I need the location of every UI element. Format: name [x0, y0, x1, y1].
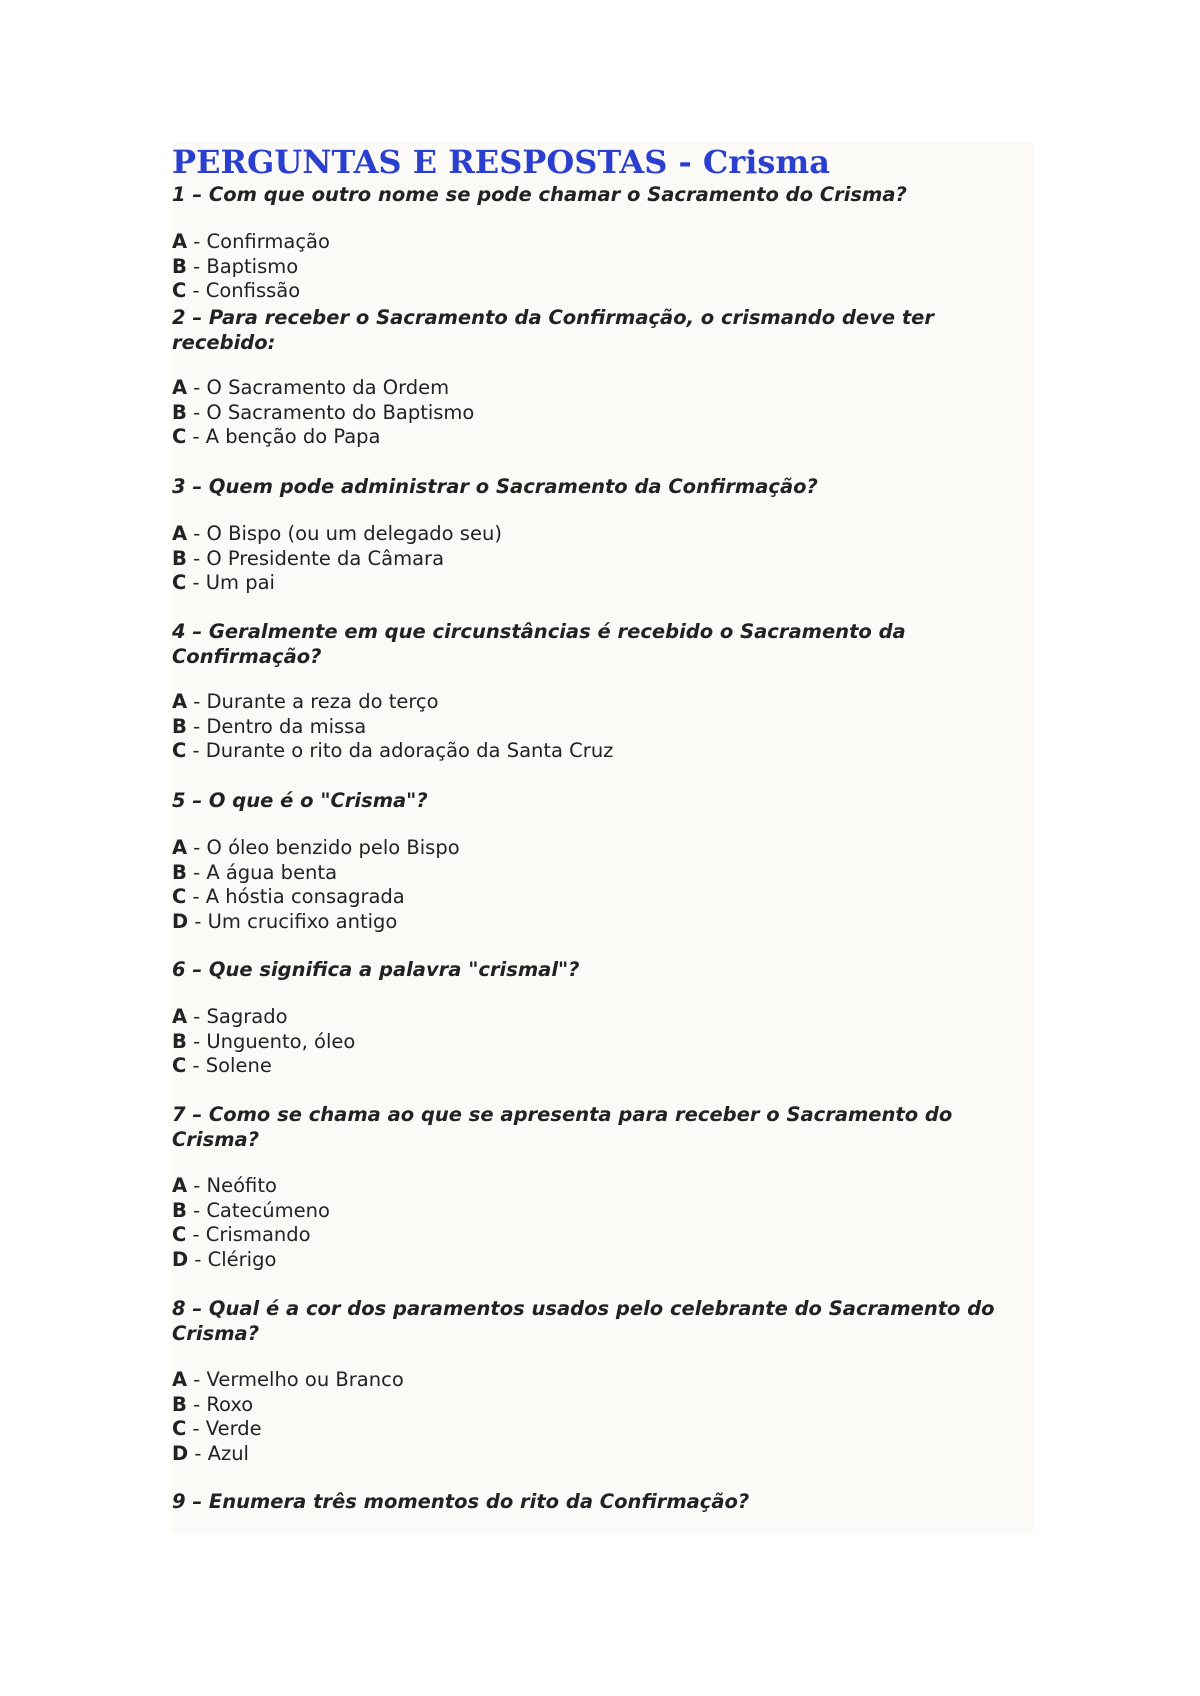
list-item: B - Unguento, óleo [172, 1029, 356, 1053]
list-item: B - A água benta [172, 860, 338, 884]
list-item: C - Verde [172, 1417, 262, 1441]
options-7 [172, 1174, 330, 1272]
list-item: A - Neófito [172, 1174, 277, 1197]
question-5: 5 – O que é o "Crisma"? [172, 789, 428, 812]
question-4: 4 – Geralmente em que circunstâncias é recebido o Sacramento da Confirmação? [172, 620, 906, 668]
list-item: C - Confissão [172, 279, 301, 303]
question-3: 3 – Quem pode administrar o Sacramento da Confirmação? [172, 475, 818, 498]
list-item: A - Confirmação [172, 230, 330, 253]
list-item: D - Um crucifixo antigo [172, 909, 398, 933]
list-item: C - A benção do Papa [172, 425, 381, 449]
list-item: B - Catecúmeno [172, 1198, 330, 1222]
list-item: A - Sagrado [172, 1005, 288, 1028]
list-item: D - Azul [172, 1441, 249, 1465]
list-item: B - Baptismo [172, 254, 299, 278]
list-item: C - Durante o rito da adoração da Santa Cruz [172, 739, 614, 763]
options-8 [172, 1368, 404, 1466]
list-item: A - O Sacramento da Ordem [172, 376, 450, 399]
options-5 [172, 836, 460, 934]
list-item: B - Dentro da missa [172, 714, 367, 738]
question-9: 9 – Enumera três momentos do rito da Confirmação? [172, 1490, 750, 1513]
options-6 [172, 1005, 355, 1079]
question-2: 2 – Para receber o Sacramento da Confirmação, o crismando deve ter recebido: [172, 306, 935, 354]
options-4 [172, 690, 613, 764]
options-3 [172, 522, 502, 596]
question-6: 6 – Que significa a palavra "crismal"? [172, 958, 580, 981]
list-item: D - Clérigo [172, 1247, 277, 1271]
list-item: B - Roxo [172, 1392, 254, 1416]
list-item: B - O Sacramento do Baptismo [172, 400, 475, 424]
list-item: C - Crismando [172, 1223, 311, 1247]
question-1: 1 – Com que outro nome se pode chamar o Sacramento do Crisma? [172, 183, 907, 206]
list-item: A - O Bispo (ou um delegado seu) [172, 522, 502, 545]
options-1 [172, 230, 330, 304]
page-title: PERGUNTAS E RESPOSTAS - Crisma [172, 143, 830, 181]
list-item: C - Um pai [172, 571, 275, 595]
question-8: 8 – Qual é a cor dos paramentos usados pelo celebrante do Sacramento do Crisma? [172, 1297, 995, 1345]
list-item: A - O óleo benzido pelo Bispo [172, 836, 460, 859]
question-7: 7 – Como se chama ao que se apresenta para receber o Sacramento do Crisma? [172, 1103, 953, 1151]
document-content [172, 142, 1034, 1534]
list-item: C - Solene [172, 1054, 272, 1078]
list-item: A - Vermelho ou Branco [172, 1368, 404, 1391]
list-item: A - Durante a reza do terço [172, 690, 439, 713]
list-item: B - O Presidente da Câmara [172, 546, 445, 570]
list-item: C - A hóstia consagrada [172, 885, 405, 909]
options-2 [172, 376, 474, 450]
